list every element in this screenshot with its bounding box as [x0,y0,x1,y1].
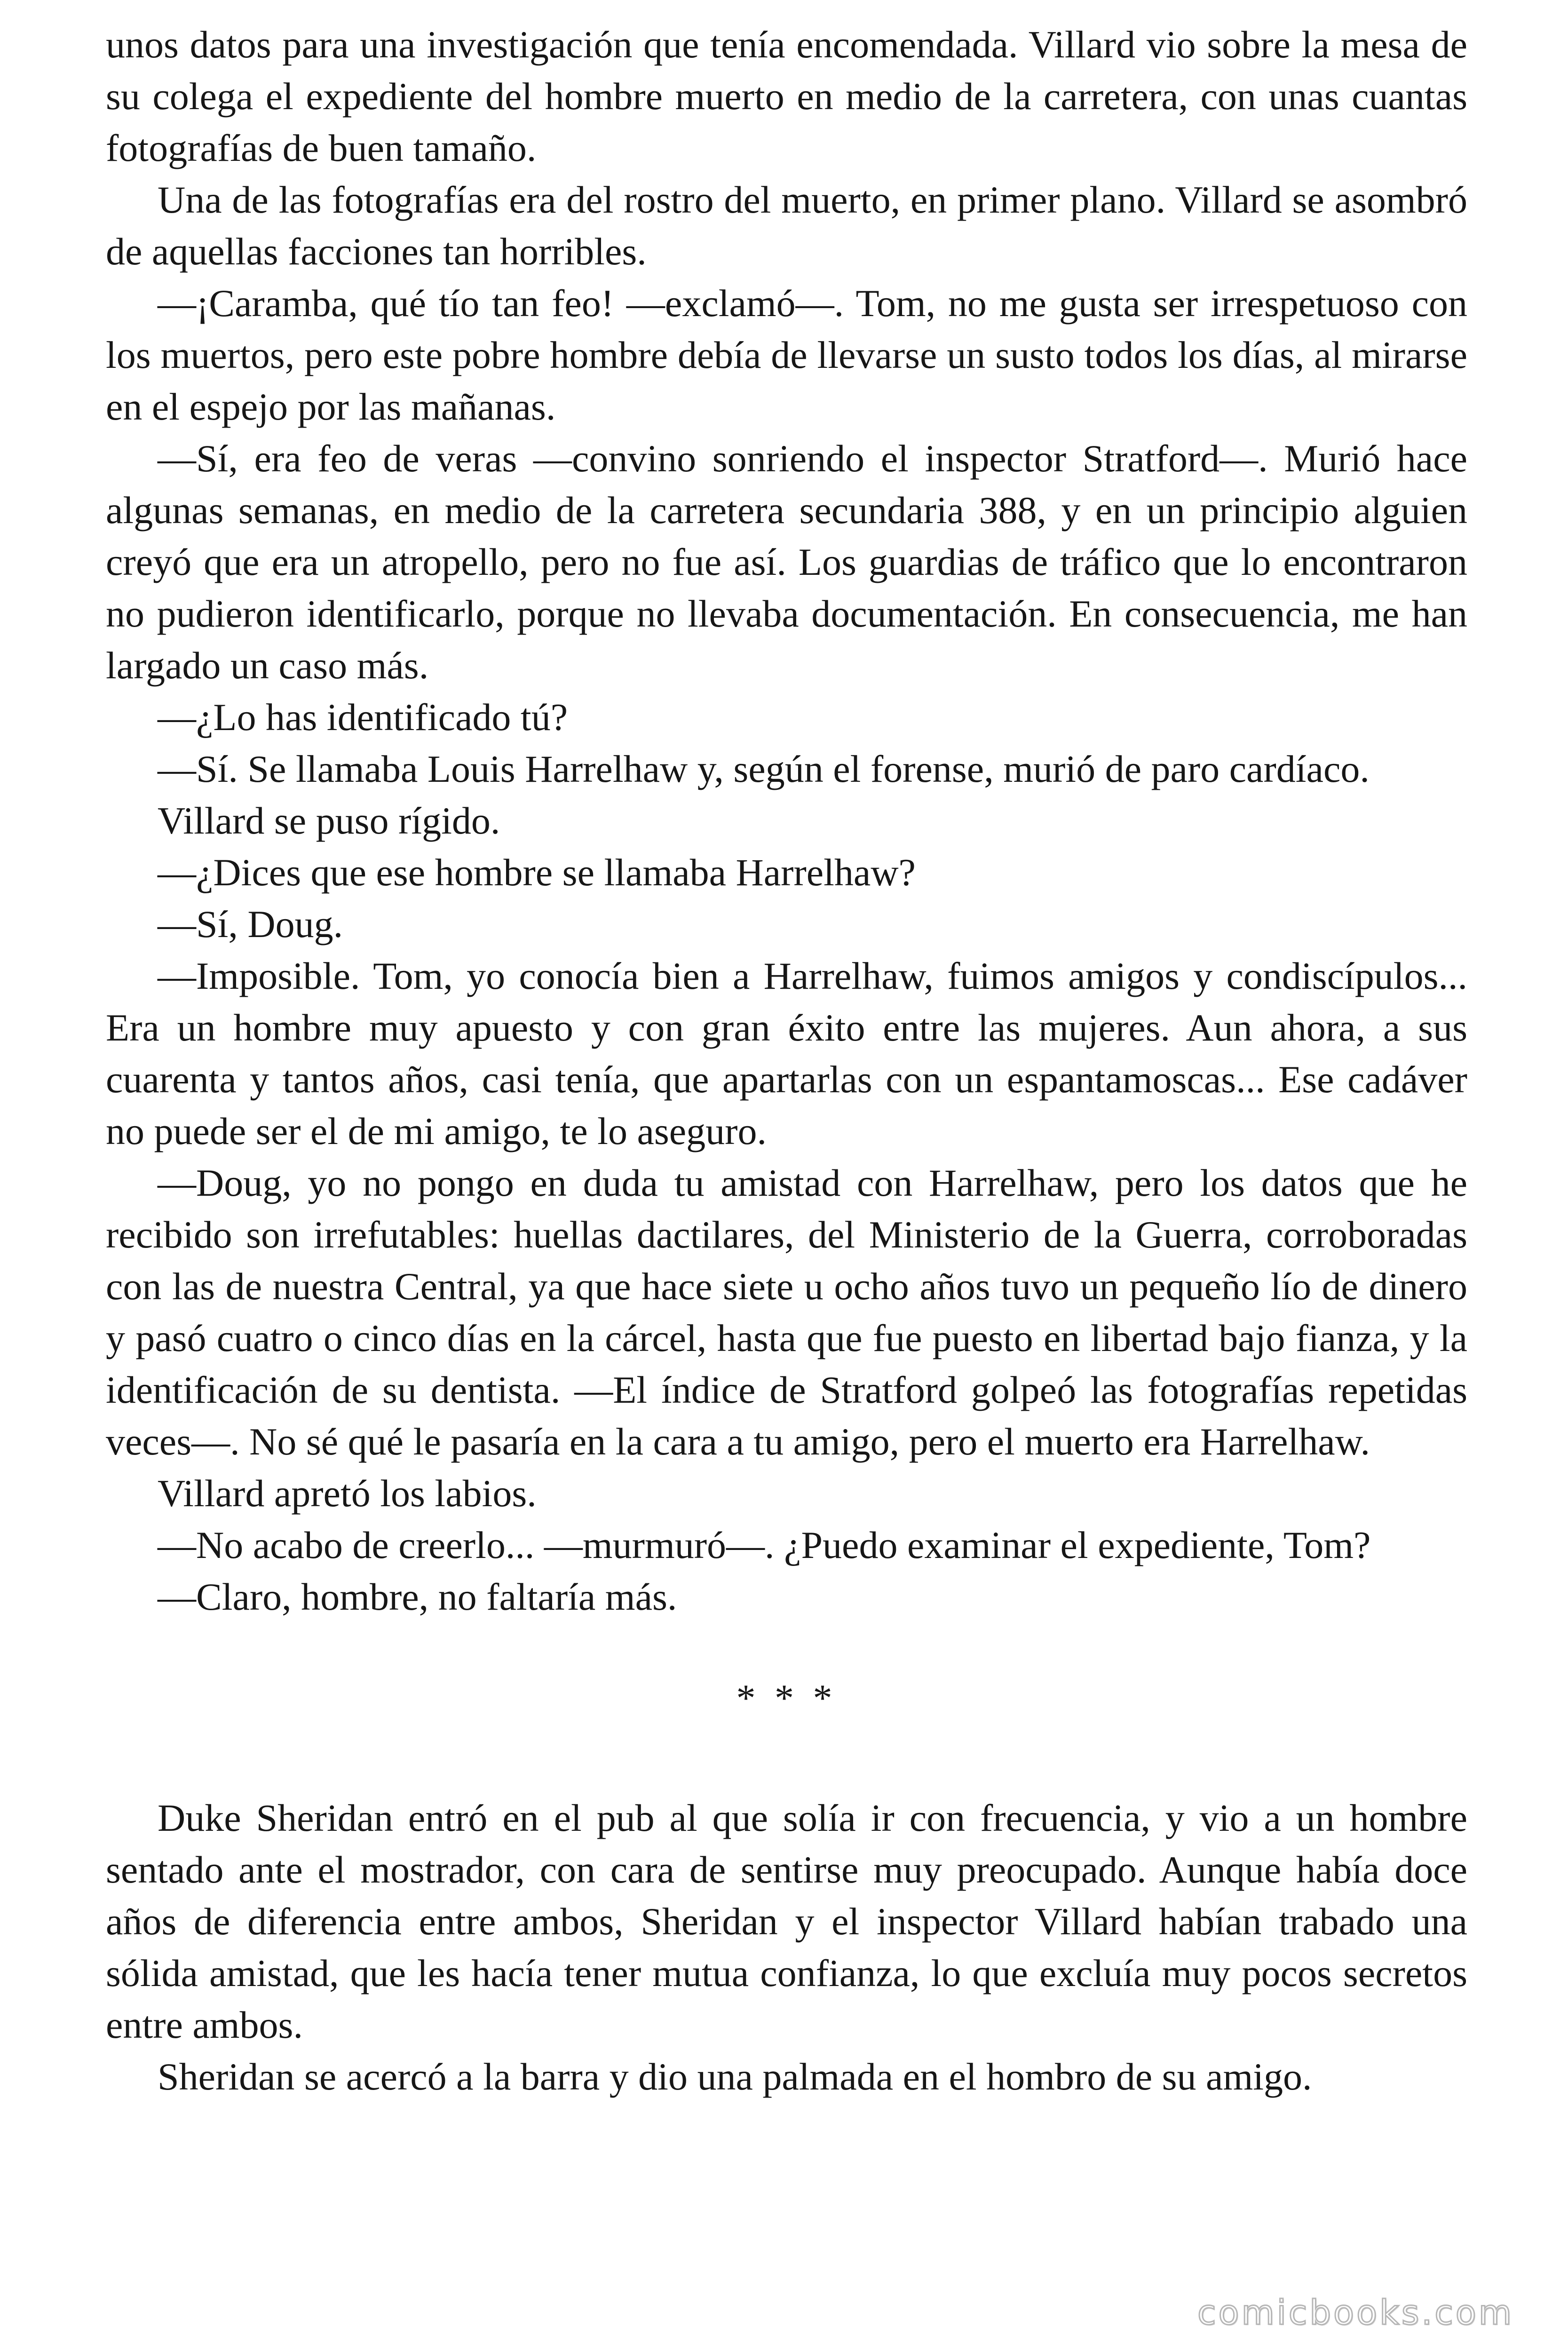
dialogue-line: —¿Lo has identificado tú? [158,696,568,739]
paragraph: Duke Sheridan entró en el pub al que solía ir con frecuencia, y vio a un hombre sentado ante el mostrador, con cara de sentirse muy preocupado. Aunque había doce años de diferencia entre ambos, Sheridan y el inspector Villard habían trabado una sólida amistad, que les hacía tener mutua confianza, lo que excluía muy pocos secretos entre ambos. [106,1796,1467,2046]
dialogue-line: —Imposible. Tom, yo conocía bien a Harrelhaw, fuimos amigos y condiscípulos... Era un hombre muy apuesto y con gran éxito entre las mujeres. Aun ahora, a sus cuarenta y tantos años, casi tenía, que apartarlas con un espantamoscas... Ese cadáver no puede ser el de mi amigo, te lo aseguro. [106,954,1467,1152]
paragraph: Villard se puso rígido. [158,799,500,842]
scene-separator: * * * [736,1677,837,1719]
page-body [106,19,1467,2103]
dialogue-line: —¡Caramba, qué tío tan feo! —exclamó—. Tom, no me gusta ser irrespetuoso con los muertos, pero este pobre hombre debía de llevarse un susto todos los días, al mirarse en el espejo por las mañanas. [106,282,1467,428]
dialogue-line: —Claro, hombre, no faltaría más. [158,1575,677,1618]
paragraph: Una de las fotografías era del rostro del muerto, en primer plano. Villard se asombró de aquellas facciones tan horribles. [106,178,1467,273]
paragraph: unos datos para una investigación que tenía encomendada. Villard vio sobre la mesa de su colega el expediente del hombre muerto en medio de la carretera, con unas cuantas fotografías de buen tamaño. [106,23,1467,169]
dialogue-line: —Sí. Se llamaba Louis Harrelhaw y, según el forense, murió de paro cardíaco. [158,747,1370,790]
dialogue-line: —Sí, era feo de veras —convino sonriendo el inspector Stratford—. Murió hace algunas semanas, en medio de la carretera secundaria 388, y en un principio alguien creyó que era un atropello, pero no fue así. Los guardias de tráfico que lo encontraron no pudieron identificarlo, porque no llevaba documentación. En consecuencia, me han largado un caso más. [106,437,1467,687]
paragraph: Sheridan se acercó a la barra y dio una palmada en el hombro de su amigo. [158,2055,1312,2098]
dialogue-line: —Sí, Doug. [158,903,343,946]
dialogue-line: —Doug, yo no pongo en duda tu amistad con Harrelhaw, pero los datos que he recibido son irrefutables: huellas dactilares, del Ministerio de la Guerra, corroboradas con las de nuestra Central, ya que hace siete u ocho años tuvo un pequeño lío de dinero y pasó cuatro o cinco días en la cárcel, hasta que fue puesto en libertad bajo fianza, y la identificación de su dentista. —El índice de Stratford golpeó las fotografías repetidas veces—. No sé qué le pasaría en la cara a tu amigo, pero el muerto era Harrelhaw. [106,1161,1467,1463]
dialogue-line: —¿Dices que ese hombre se llamaba Harrelhaw? [158,851,916,894]
dialogue-line: —No acabo de creerlo... —murmuró—. ¿Puedo examinar el expediente, Tom? [158,1524,1371,1566]
watermark: comicbooks.com [1197,2293,1514,2332]
paragraph: Villard apretó los labios. [158,1472,537,1515]
